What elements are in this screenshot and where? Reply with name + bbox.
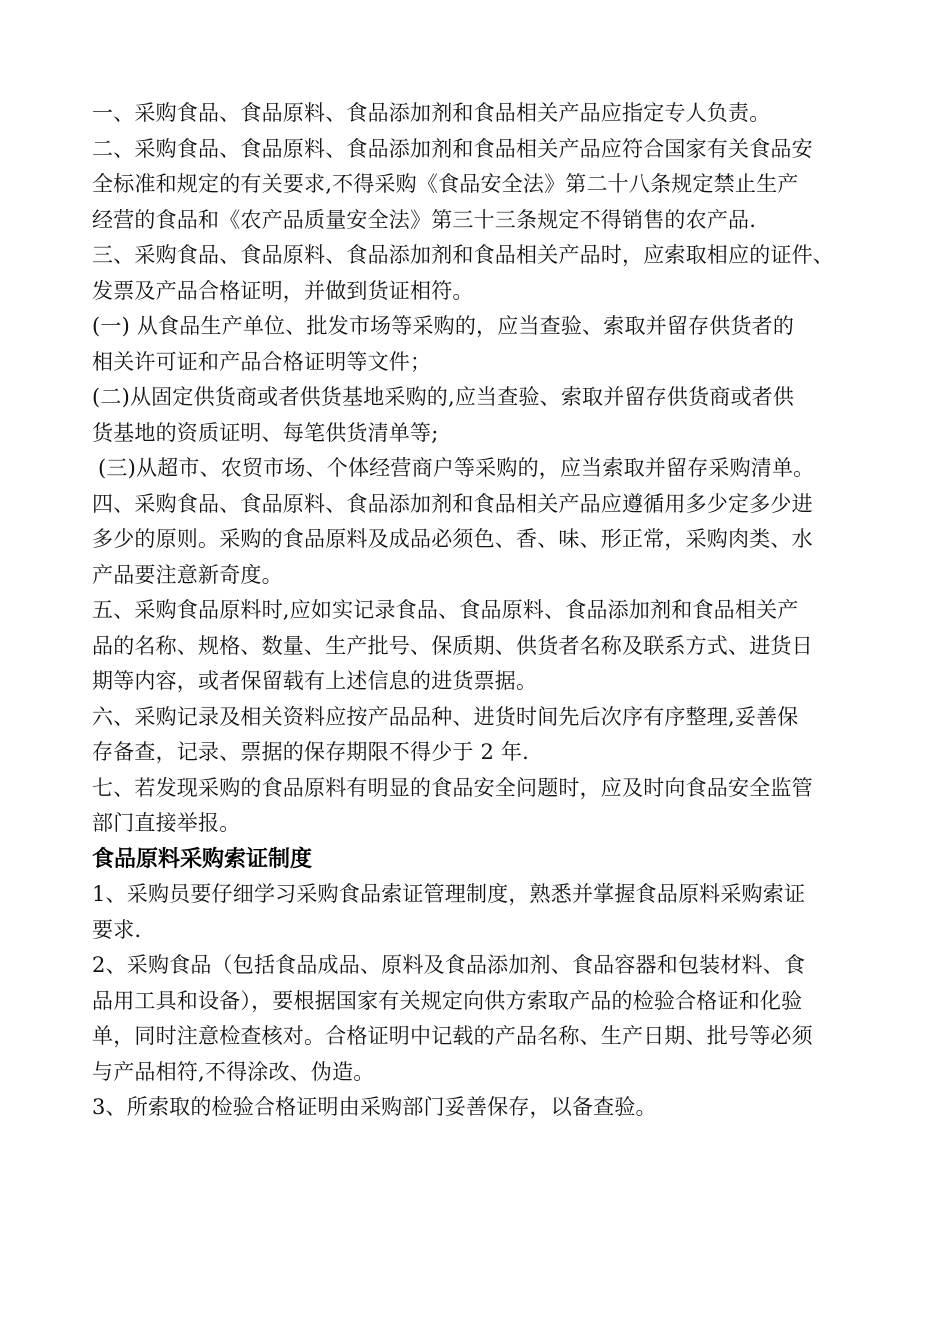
item-3-line-1: 3、所索取的检验合格证明由采购部门妥善保存，以备查验。 [92, 1095, 657, 1119]
rule-1-line-1: 一、采购食品、食品原料、食品添加剂和食品相关产品应指定专人负责。 [92, 101, 771, 125]
item-1-line-1: 1、采购员要仔细学习采购食品索证管理制度，熟悉并掌握食品原料采购索证 [92, 882, 806, 906]
rule-6-line-2: 存备查，记录、票据的保存期限不得少于 2 年. [92, 740, 529, 764]
rule-4-line-1: 四、采购食品、食品原料、食品添加剂和食品相关产品应遵循用多少定多少进 [92, 491, 813, 516]
rule-3-sub-1-line-2: 相关许可证和产品合格证明等文件； [92, 349, 432, 374]
rule-7-line-2: 部门直接举报。 [92, 811, 241, 835]
rule-2-line-2: 全标准和规定的有关要求,不得采购《食品安全法》第二十八条规定禁止生产 [92, 172, 799, 196]
rule-5-line-2: 品的名称、规格、数量、生产批号、保质期、供货者名称及联系方式、进货日 [92, 633, 813, 658]
rule-5-line-3: 期等内容，或者保留载有上述信息的进货票据。 [92, 669, 538, 693]
rule-4-line-2: 多少的原则。采购的食品原料及成品必须色、香、味、形正常，采购肉类、水 [92, 527, 813, 551]
rule-3-sub-1-line-1: (一) 从食品生产单位、批发市场等采购的，应当查验、索取并留存供货者的 [92, 314, 795, 338]
rule-2-line-3: 经营的食品和《农产品质量安全法》第三十三条规定不得销售的农产品. [92, 207, 757, 232]
rule-2-line-1: 二、采购食品、食品原料、食品添加剂和食品相关产品应符合国家有关食品安 [92, 136, 813, 161]
item-1-line-2: 要求. [92, 917, 142, 942]
rule-3-line-2: 发票及产品合格证明，并做到货证相符。 [92, 278, 474, 303]
section-heading: 食品原料采购索证制度 [92, 846, 313, 872]
item-2-line-1: 2、采购食品（包括食品成品、原料及食品添加剂、食品容器和包装材料、食 [92, 953, 806, 977]
rule-3-sub-2-line-1: (二)从固定供货商或者供货基地采购的,应当查验、索取并留存供货商或者供 [92, 385, 795, 409]
rule-3-sub-3-line-1: (三)从超市、农贸市场、个体经营商户等采购的，应当索取并留存采购清单。 [98, 456, 815, 480]
rule-3-line-1: 三、采购食品、食品原料、食品添加剂和食品相关产品时，应索取相应的证件、 [92, 243, 834, 267]
document-body [92, 96, 872, 1126]
rule-5-line-1: 五、采购食品原料时,应如实记录食品、食品原料、食品添加剂和食品相关产 [92, 598, 799, 622]
rule-3-sub-2-line-2: 货基地的资质证明、每笔供货清单等; [92, 420, 439, 445]
item-2-line-3: 单，同时注意检查核对。合格证明中记载的产品名称、生产日期、批号等必须 [92, 1024, 813, 1048]
rule-7-line-1: 七、若发现采购的食品原料有明显的食品安全问题时，应及时向食品安全监管 [92, 775, 813, 800]
rule-4-line-3: 产品要注意新奇度。 [92, 562, 283, 587]
item-2-line-2: 品用工具和设备），要根据国家有关规定向供方索取产品的检验合格证和化验 [92, 988, 803, 1013]
item-2-line-4: 与产品相符,不得涂改、伪造。 [92, 1059, 375, 1084]
rule-6-line-1: 六、采购记录及相关资料应按产品品种、进货时间先后次序有序整理,妥善保 [92, 704, 799, 729]
